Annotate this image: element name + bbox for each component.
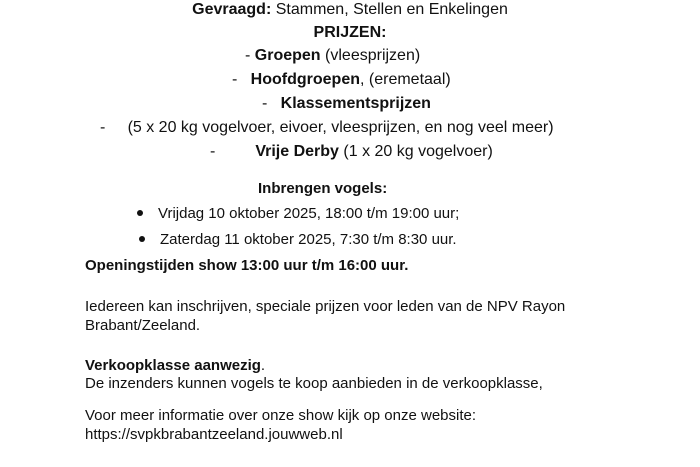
prize-rest: (1 x 20 kg vogelvoer) <box>343 143 493 160</box>
info-text: Voor meer informatie over onze show kijk op onze website: <box>85 407 477 424</box>
openingstijden-text: Openingstijden show 13:00 uur t/m 16:00 uur. <box>85 257 409 274</box>
prize-item-hoofdgroepen <box>232 70 451 90</box>
prize-dash: - <box>210 143 216 160</box>
inbrengen-title-text: Inbrengen vogels: <box>258 180 388 197</box>
verkoop-title <box>85 356 265 376</box>
prize-bold: Klassementsprijzen <box>280 95 431 112</box>
verkoop-title-end: . <box>260 357 266 374</box>
gevraagd-label: Gevraagd: <box>192 1 272 18</box>
inschrijven-line-2: Brabant/Zeeland. <box>85 317 201 334</box>
openingstijden <box>85 256 408 276</box>
bullet-icon <box>137 210 143 216</box>
bullet-icon <box>139 236 145 242</box>
gevraagd-value: Stammen, Stellen en Enkelingen <box>275 1 508 18</box>
verkoop-text: De inzenders kunnen vogels te koop aanbieden in de verkoopklasse, <box>85 375 543 392</box>
inbrengen-title <box>258 179 387 199</box>
prize-item-groepen <box>245 46 420 66</box>
verkoop-title-text: Verkoopklasse aanwezig <box>85 357 261 374</box>
prize-rest: , (eremetaal) <box>360 71 451 88</box>
prize-item-details <box>100 118 554 138</box>
prijzen-title-text: PRIJZEN: <box>313 24 387 41</box>
prize-item-klassement <box>262 94 431 114</box>
prijzen-title <box>0 23 700 43</box>
inbrengen-item: Zaterdag 11 oktober 2025, 7:30 t/m 8:30 uur. <box>160 231 457 248</box>
prize-rest: (5 x 20 kg vogelvoer, eivoer, vleesprijzen, en nog veel meer) <box>127 119 554 136</box>
prize-bold: Groepen <box>254 47 321 64</box>
prize-dash: - <box>232 71 238 88</box>
prize-dash: - <box>262 95 268 112</box>
inschrijven-line-1: Iedereen kan inschrijven, speciale prijzen voor leden van de NPV Rayon <box>85 298 566 315</box>
prize-bold: Vrije Derby <box>255 143 339 160</box>
prize-rest: (vleesprijzen) <box>325 47 421 64</box>
gevraagd-line <box>0 0 700 20</box>
prize-dash: - <box>245 47 251 64</box>
inbrengen-item: Vrijdag 10 oktober 2025, 18:00 t/m 19:00 uur; <box>158 205 460 222</box>
prize-item-derby <box>210 142 493 162</box>
prize-dash: - <box>100 119 106 136</box>
prize-bold: Hoofdgroepen <box>250 71 360 88</box>
website-link[interactable]: https://svpkbrabantzeeland.jouwweb.nl <box>85 426 343 443</box>
